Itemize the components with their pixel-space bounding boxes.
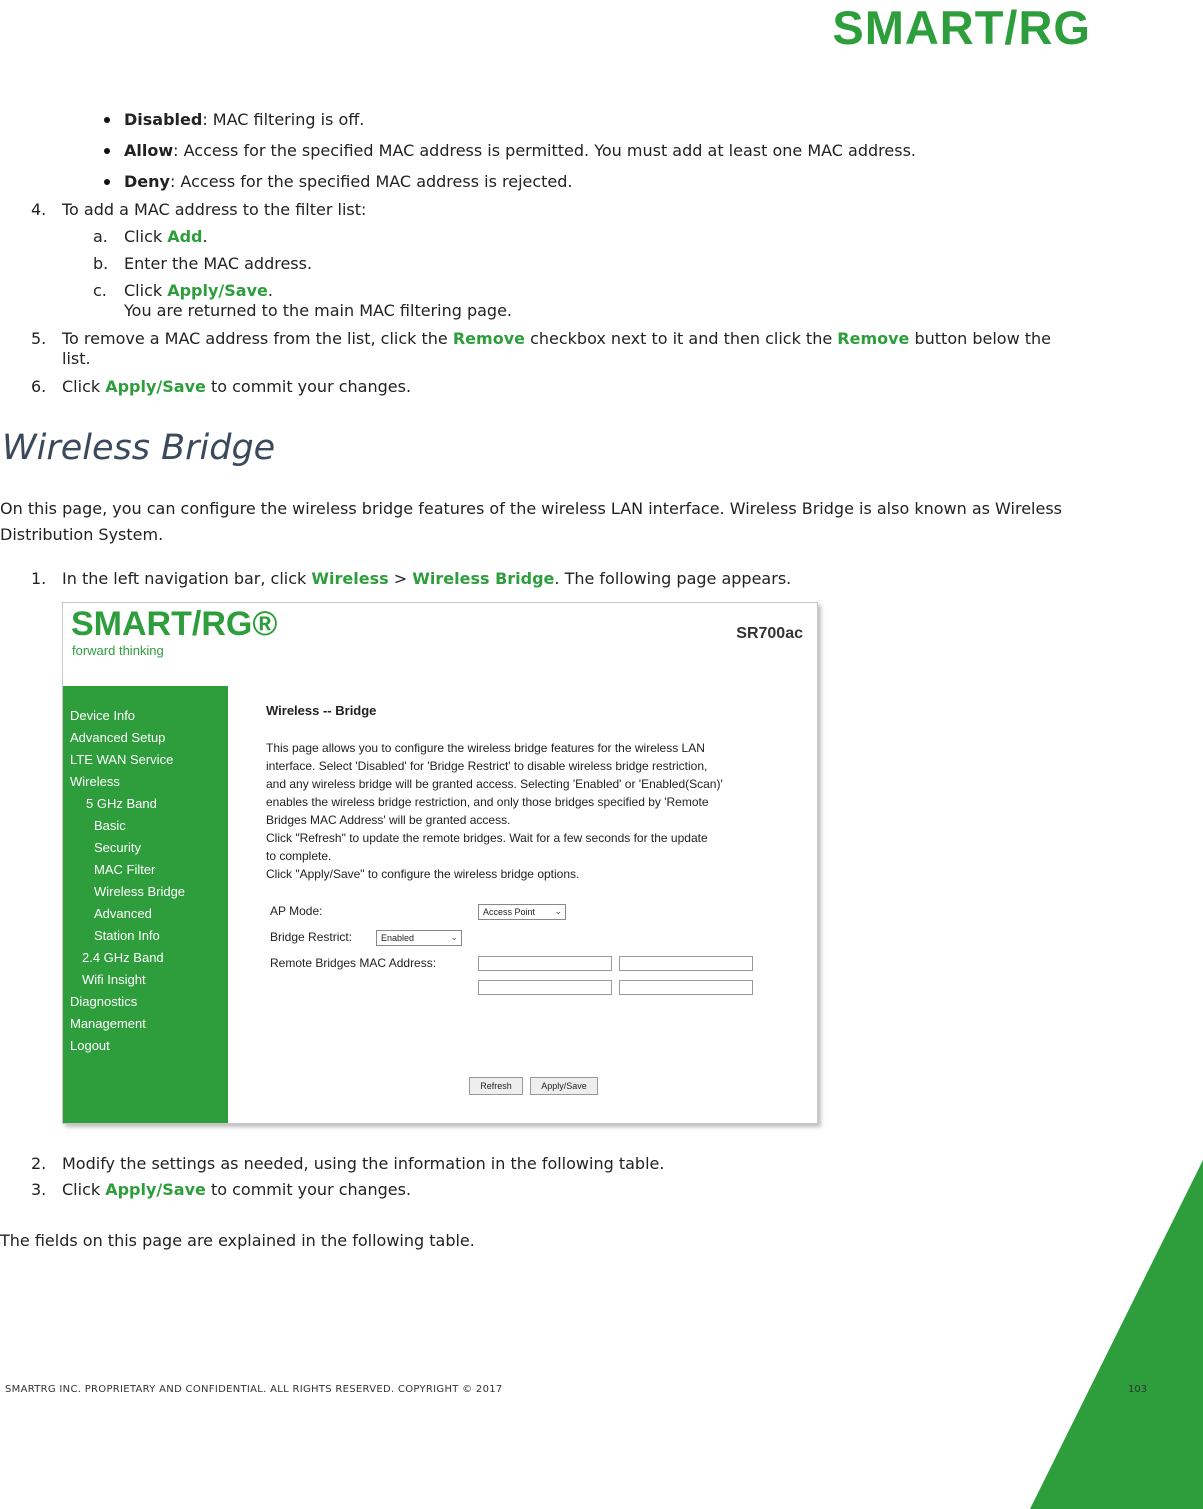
step-text: . [202, 227, 208, 246]
bridge-restrict-value: Enabled [381, 933, 415, 943]
remote-mac-label: Remote Bridges MAC Address: [270, 956, 437, 970]
bridge-step-3 [62, 1180, 411, 1200]
nav-logout[interactable]: Logout [70, 1038, 110, 1053]
bullet-term: Deny [124, 172, 170, 191]
apply-save-link[interactable]: Apply/Save [105, 1180, 206, 1199]
description-line: enables the wireless bridge restriction, and only those bridges specified by 'Remote [266, 795, 709, 809]
description-line: to complete. [266, 849, 332, 863]
refresh-button[interactable]: Refresh [469, 1077, 523, 1095]
step-4b-label: b. [93, 254, 109, 273]
brand-logo: SMART/RG [832, 1, 1091, 54]
step-text: In the left navigation bar, click [62, 569, 312, 588]
nav-management[interactable]: Management [70, 1016, 146, 1031]
ap-mode-value: Access Point [483, 907, 536, 917]
screenshot-tagline: forward thinking [72, 643, 164, 658]
bridge-step-1-number: 1. [31, 569, 47, 588]
step-4-text: To add a MAC address to the filter list: [62, 200, 367, 219]
ap-mode-select[interactable] [478, 904, 566, 920]
step-text: To remove a MAC address from the list, click the [62, 329, 453, 348]
step-text: Click [124, 281, 168, 300]
bridge-step-2-text: Modify the settings as needed, using the information in the following table. [62, 1154, 665, 1173]
step-4a [124, 227, 208, 247]
screenshot-title: Wireless -- Bridge [266, 703, 377, 718]
nav-advanced-setup[interactable]: Advanced Setup [70, 730, 166, 745]
screenshot-logo: SMART/RG® [71, 605, 278, 643]
nav-wireless[interactable]: Wireless [70, 774, 120, 789]
bullet-term: Disabled [124, 110, 203, 129]
remote-mac-input-4[interactable] [619, 980, 753, 995]
bridge-restrict-label: Bridge Restrict: [270, 930, 353, 944]
description-line: This page allows you to configure the wireless bridge features for the wireless LAN [266, 741, 705, 755]
step-6-number: 6. [31, 377, 47, 396]
router-screenshot [62, 602, 818, 1124]
nav-wifi-insight[interactable]: Wifi Insight [82, 972, 146, 987]
nav-diagnostics[interactable]: Diagnostics [70, 994, 138, 1009]
description-line: Bridges MAC Address' will be granted access. [266, 813, 511, 827]
remote-mac-input-2[interactable] [619, 956, 753, 971]
corner-triangle-decoration [1030, 1160, 1203, 1509]
screenshot-model: SR700ac [736, 625, 803, 642]
remote-mac-input-1[interactable] [478, 956, 612, 971]
step-text: > [388, 569, 413, 588]
remove-link[interactable]: Remove [452, 329, 525, 348]
apply-save-link[interactable]: Apply/Save [167, 281, 268, 300]
bullet-allow [124, 141, 916, 161]
step-text: . [267, 281, 273, 300]
nav-mac-filter[interactable]: MAC Filter [94, 862, 156, 877]
wireless-bridge-link[interactable]: Wireless Bridge [412, 569, 555, 588]
bridge-step-1 [62, 569, 791, 589]
step-5 [62, 329, 1051, 349]
nav-24ghz-band[interactable]: 2.4 GHz Band [82, 950, 164, 965]
description-line: and any wireless bridge will be granted access. Selecting 'Enabled' or 'Enabled(Scan)' [266, 777, 723, 791]
bullet-disabled [124, 110, 364, 130]
nav-5ghz-band[interactable]: 5 GHz Band [86, 796, 157, 811]
bridge-step-2-number: 2. [31, 1154, 47, 1173]
step-4c [124, 281, 273, 301]
closing-text: The fields on this page are explained in the following table. [0, 1231, 475, 1250]
step-4b-text: Enter the MAC address. [124, 254, 313, 273]
intro-line-1: On this page, you can configure the wireless bridge features of the wireless LAN interface. Wireless Bridge is also known as Wireless [0, 499, 1062, 518]
chevron-down-icon: ⌄ [450, 932, 458, 942]
screenshot-description [266, 739, 806, 883]
chevron-down-icon: ⌄ [554, 906, 562, 916]
bullet-term: Allow [124, 141, 174, 160]
bridge-step-3-number: 3. [31, 1180, 47, 1199]
remove-link[interactable]: Remove [837, 329, 910, 348]
step-4-number: 4. [31, 200, 47, 219]
step-text: Click [62, 377, 106, 396]
step-text: . The following page appears. [554, 569, 792, 588]
step-text: to commit your changes. [205, 377, 412, 396]
apply-save-link[interactable]: Apply/Save [105, 377, 206, 396]
wireless-link[interactable]: Wireless [311, 569, 389, 588]
step-5-number: 5. [31, 329, 47, 348]
step-text: to commit your changes. [205, 1180, 412, 1199]
step-4c-label: c. [93, 281, 107, 300]
nav-basic[interactable]: Basic [94, 818, 126, 833]
step-4a-label: a. [93, 227, 108, 246]
step-text: checkbox next to it and then click the [524, 329, 838, 348]
bullet-text: : MAC filtering is off. [202, 110, 365, 129]
nav-security[interactable]: Security [94, 840, 141, 855]
nav-station-info[interactable]: Station Info [94, 928, 160, 943]
step-text: Click [124, 227, 168, 246]
step-6 [62, 377, 411, 397]
nav-advanced[interactable]: Advanced [94, 906, 152, 921]
intro-line-2: Distribution System. [0, 525, 164, 544]
description-line: interface. Select 'Disabled' for 'Bridge Restrict' to disable wireless bridge restriction, [266, 759, 708, 773]
nav-wireless-bridge[interactable]: Wireless Bridge [94, 884, 186, 899]
description-line: Click "Apply/Save" to configure the wireless bridge options. [266, 867, 580, 881]
screenshot-sidebar [63, 686, 228, 1123]
page-number: 103 [1128, 1384, 1148, 1395]
bullet-text: : Access for the specified MAC address is permitted. You must add at least one MAC address. [173, 141, 916, 160]
step-text: button below the [909, 329, 1051, 348]
nav-lte-wan-service[interactable]: LTE WAN Service [70, 752, 174, 767]
ap-mode-label: AP Mode: [270, 904, 323, 918]
nav-device-info[interactable]: Device Info [70, 708, 136, 723]
bullet-text: : Access for the specified MAC address is rejected. [169, 172, 573, 191]
step-text: Click [62, 1180, 106, 1199]
section-title: Wireless Bridge [2, 428, 276, 468]
remote-mac-input-3[interactable] [478, 980, 612, 995]
add-link[interactable]: Add [167, 227, 203, 246]
triangle-shape [1030, 1160, 1203, 1509]
step-4c-note: You are returned to the main MAC filtering page. [124, 301, 513, 320]
description-line: Click "Refresh" to update the remote bridges. Wait for a few seconds for the update [266, 831, 708, 845]
bullet-deny [124, 172, 573, 192]
bridge-restrict-select[interactable] [376, 930, 462, 946]
apply-save-button[interactable]: Apply/Save [530, 1077, 598, 1095]
footer-copyright: SMARTRG INC. PROPRIETARY AND CONFIDENTIAL. ALL RIGHTS RESERVED. COPYRIGHT © 2017 [5, 1384, 503, 1395]
step-5-continued: list. [62, 349, 91, 368]
